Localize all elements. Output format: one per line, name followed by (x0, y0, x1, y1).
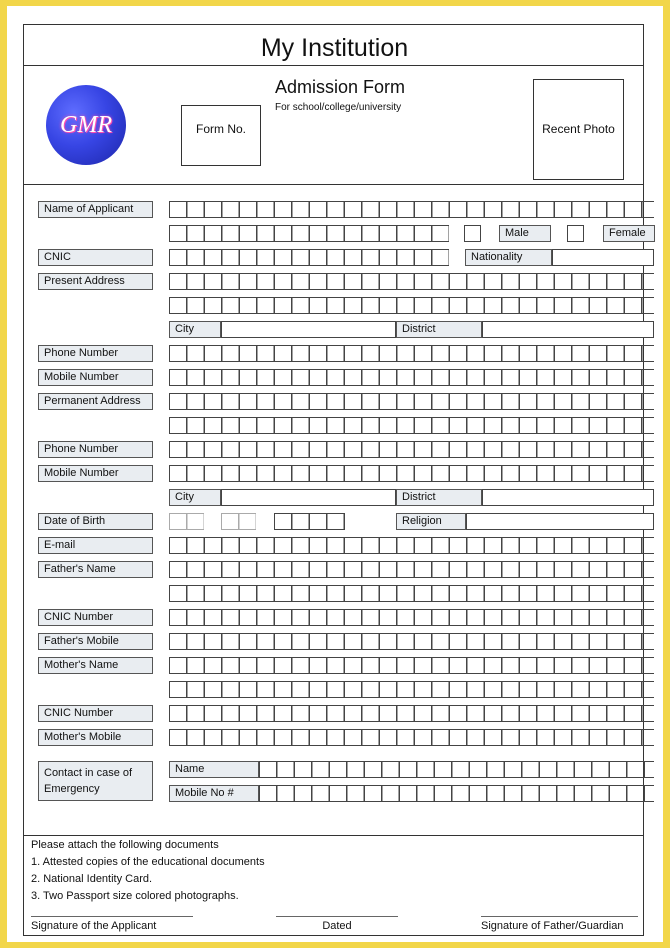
nationality-label: Nationality (465, 249, 552, 266)
emergency-name-input[interactable] (259, 761, 654, 778)
document-item: 3. Two Passport size colored photographs. (31, 890, 239, 902)
date-of-birth-label: Date of Birth (38, 513, 153, 530)
photo-label: Recent Photo (542, 122, 615, 136)
mobile-number-input[interactable] (169, 369, 654, 386)
permanent-district-label: District (396, 489, 482, 506)
emergency-mobile-input[interactable] (259, 785, 654, 802)
female-label: Female (603, 225, 655, 242)
title-divider (24, 65, 643, 66)
emergency-contact-label: Contact in case of Emergency (38, 761, 153, 801)
permanent-address-input[interactable] (169, 393, 654, 410)
logo-text: GMR (60, 112, 112, 138)
religion-input[interactable] (466, 513, 654, 530)
permanent-city-input[interactable] (221, 489, 396, 506)
document-item: 1. Attested copies of the educational documents (31, 856, 265, 868)
present-address-label: Present Address (38, 273, 153, 290)
mothers-name-input-line2[interactable] (169, 681, 654, 698)
email-label: E-mail (38, 537, 153, 554)
dated-line[interactable] (276, 916, 398, 917)
mothers-mobile-input[interactable] (169, 729, 654, 746)
dob-day-input[interactable] (169, 513, 204, 530)
page (7, 6, 663, 942)
cnic-input[interactable] (169, 249, 449, 266)
guardian-signature-label: Signature of Father/Guardian (481, 920, 624, 932)
dob-month-input[interactable] (221, 513, 256, 530)
nationality-input[interactable] (552, 249, 654, 266)
present-city-label: City (169, 321, 221, 338)
emergency-mobile-label: Mobile No # (169, 785, 259, 802)
emergency-name-label: Name (169, 761, 259, 778)
applicant-signature-label: Signature of the Applicant (31, 920, 157, 932)
mother-cnic-number-input[interactable] (169, 705, 654, 722)
phone-number-label: Phone Number (38, 345, 153, 362)
form-number-label: Form No. (195, 122, 246, 136)
mothers-name-label: Mother's Name (38, 657, 153, 674)
present-address-input-line2[interactable] (169, 297, 654, 314)
present-address-input[interactable] (169, 273, 654, 290)
fathers-mobile-input[interactable] (169, 633, 654, 650)
name-of-applicant-label: Name of Applicant (38, 201, 153, 218)
cnic-label: CNIC (38, 249, 153, 266)
form-subheading: For school/college/university (275, 102, 402, 113)
fathers-name-label: Father's Name (38, 561, 153, 578)
father-cnic-number-label: CNIC Number (38, 609, 153, 626)
dob-year-input[interactable] (274, 513, 345, 530)
document-item: 2. National Identity Card. (31, 873, 153, 885)
applicant-signature-line[interactable] (31, 916, 193, 917)
permanent-phone-number-label: Phone Number (38, 441, 153, 458)
religion-label: Religion (396, 513, 466, 530)
permanent-city-label: City (169, 489, 221, 506)
phone-number-input[interactable] (169, 345, 654, 362)
permanent-district-input[interactable] (482, 489, 654, 506)
header-divider (24, 184, 643, 185)
fathers-mobile-label: Father's Mobile (38, 633, 153, 650)
permanent-mobile-number-input[interactable] (169, 465, 654, 482)
form-heading: Admission Form (275, 77, 406, 97)
name-of-applicant-input-line2[interactable] (169, 225, 449, 242)
mothers-name-input[interactable] (169, 657, 654, 674)
mother-cnic-number-label: CNIC Number (38, 705, 153, 722)
permanent-address-input-line2[interactable] (169, 417, 654, 434)
present-district-label: District (396, 321, 482, 338)
female-checkbox[interactable] (567, 225, 584, 242)
guardian-signature-line[interactable] (481, 916, 638, 917)
mobile-number-label: Mobile Number (38, 369, 153, 386)
fathers-name-input-line2[interactable] (169, 585, 654, 602)
institution-title: My Institution (260, 34, 409, 62)
email-input[interactable] (169, 537, 654, 554)
documents-heading: Please attach the following documents (31, 839, 219, 851)
present-city-input[interactable] (221, 321, 396, 338)
father-cnic-number-input[interactable] (169, 609, 654, 626)
name-of-applicant-input[interactable] (169, 201, 654, 218)
permanent-address-label: Permanent Address (38, 393, 153, 410)
mothers-mobile-label: Mother's Mobile (38, 729, 153, 746)
male-label: Male (499, 225, 551, 242)
admission-form (23, 24, 644, 936)
male-checkbox[interactable] (464, 225, 481, 242)
permanent-phone-number-input[interactable] (169, 441, 654, 458)
present-district-input[interactable] (482, 321, 654, 338)
fathers-name-input[interactable] (169, 561, 654, 578)
documents-divider (24, 835, 643, 836)
permanent-mobile-number-label: Mobile Number (38, 465, 153, 482)
dated-label: Dated (322, 920, 352, 932)
